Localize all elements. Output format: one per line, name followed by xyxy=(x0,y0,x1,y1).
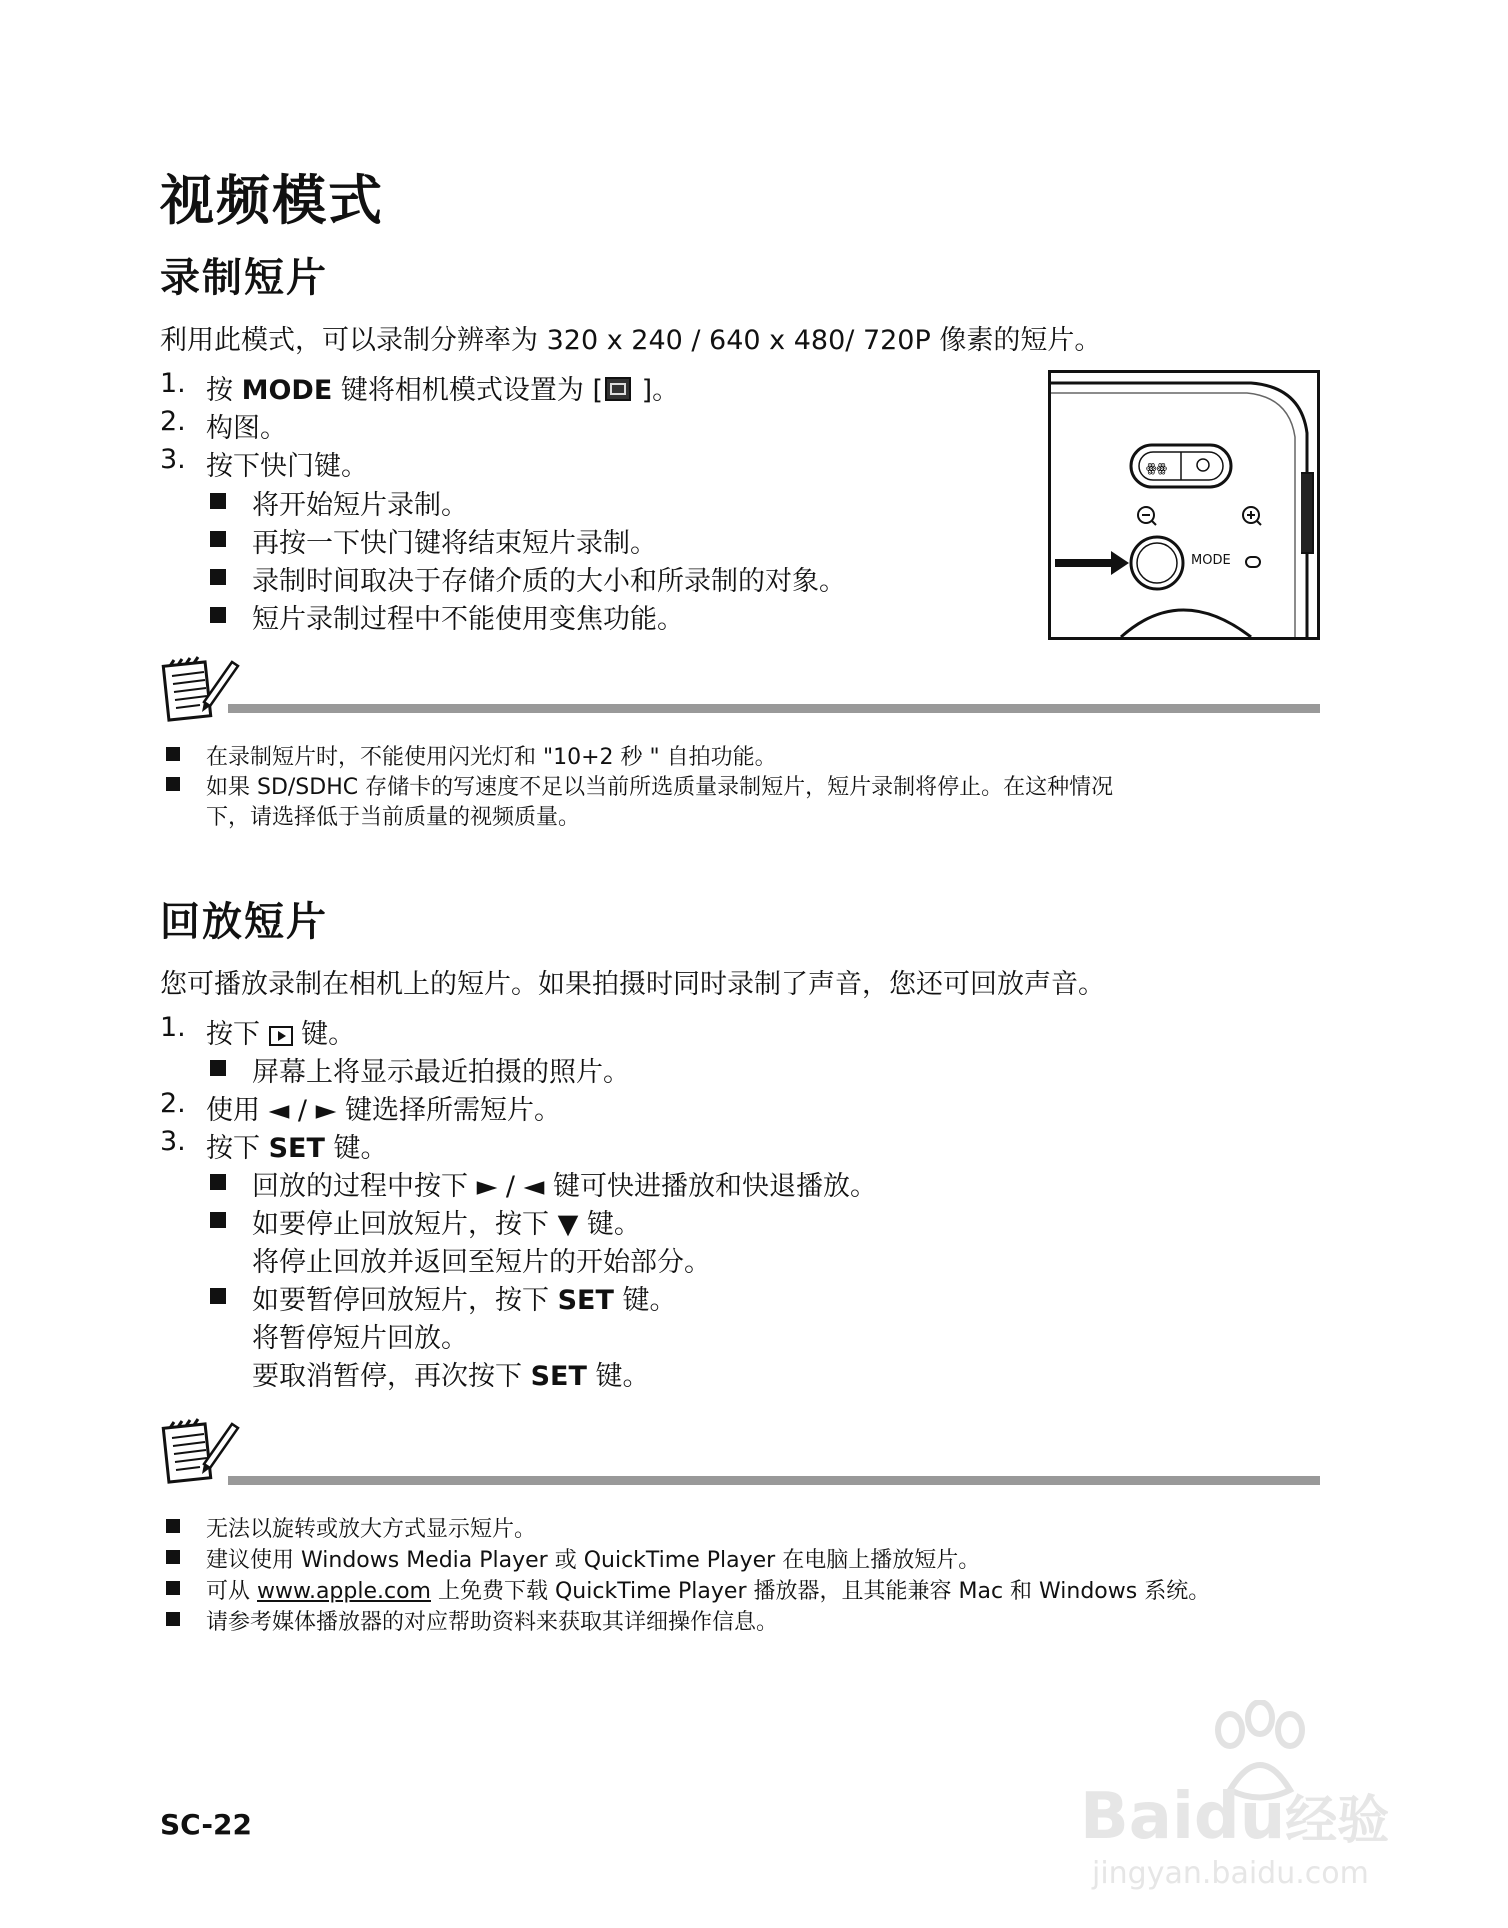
bullet-text: 再按一下快门键将结束短片录制。 xyxy=(252,528,657,559)
playback-bullet-3 xyxy=(0,1278,1200,1314)
record-bullet-1 xyxy=(0,483,1000,519)
bullet-text: 短片录制过程中不能使用变焦功能。 xyxy=(252,604,684,635)
playback-bullet-2-cont xyxy=(0,1240,1200,1276)
playback-note-2 xyxy=(0,1543,1400,1573)
bullet-text xyxy=(252,1354,650,1393)
note-icon xyxy=(160,652,240,726)
bullet-square xyxy=(210,1060,226,1076)
step-text-post2: ]。 xyxy=(632,375,680,406)
mode-key-label: MODE xyxy=(241,375,333,406)
record-step-2 xyxy=(0,406,600,442)
watermark-du: du xyxy=(1193,1780,1286,1854)
watermark-brand xyxy=(1080,1778,1389,1854)
playback-bullet-3-cont1 xyxy=(0,1316,1200,1352)
note-text: 在录制短片时，不能使用闪光灯和 "10+2 秒 " 自拍功能。 xyxy=(206,745,777,770)
bullet-square xyxy=(166,1519,180,1533)
bullet-square xyxy=(166,1581,180,1595)
play-key-icon xyxy=(269,1026,293,1046)
playback-step-1 xyxy=(0,1012,700,1048)
step-number: 3. xyxy=(160,444,186,475)
camera-mode-figure xyxy=(1048,370,1320,640)
step-text-post: 键。 xyxy=(292,1019,356,1050)
set-key-label: SET xyxy=(557,1285,614,1316)
playback-step-3 xyxy=(0,1126,700,1162)
note-text: 下，请选择低于当前质量的视频质量。 xyxy=(206,805,581,830)
bullet-square xyxy=(210,607,226,623)
bullet-square xyxy=(210,493,226,509)
watermark-jingyan: 经验 xyxy=(1285,1791,1390,1851)
playback-step1-bullet xyxy=(0,1050,1000,1086)
watermark-url: jingyan.baidu.com xyxy=(1092,1856,1369,1891)
bullet-text-post: 键。 xyxy=(586,1361,650,1392)
bullet-text: 将暂停短片回放。 xyxy=(252,1323,468,1354)
bullet-text: 如要停止回放短片，按下 ▼ 键。 xyxy=(252,1209,641,1240)
bullet-text: 录制时间取决于存储介质的大小和所录制的对象。 xyxy=(252,566,846,597)
record-step-3 xyxy=(0,444,600,480)
note-text: 无法以旋转或放大方式显示短片。 xyxy=(206,1517,537,1542)
video-mode-icon xyxy=(605,377,631,401)
bullet-square xyxy=(166,777,180,791)
bullet-text: 回放的过程中按下 ► / ◄ 键可快进播放和快退播放。 xyxy=(252,1171,877,1202)
step-text: 按下快门键。 xyxy=(206,451,368,482)
step-number: 1. xyxy=(160,1012,186,1043)
section-heading-playback: 回放短片 xyxy=(160,899,328,945)
section-heading-record: 录制短片 xyxy=(160,255,328,301)
record-intro: 利用此模式，可以录制分辨率为 320 x 240 / 640 x 480/ 720P 像素的短片。 xyxy=(160,325,1102,356)
playback-note-3 xyxy=(0,1574,1400,1604)
record-note-2-cont xyxy=(0,800,1400,830)
record-bullet-2 xyxy=(0,521,1000,557)
playback-bullet-2 xyxy=(0,1202,1200,1238)
camera-body-illustration xyxy=(1051,373,1317,637)
step-text-pre: 按 xyxy=(206,375,242,406)
page-number: SC-22 xyxy=(160,1808,252,1841)
playback-intro: 您可播放录制在相机上的短片。如果拍摄时同时录制了声音，您还可回放声音。 xyxy=(160,969,1105,1000)
step-text-post: 键将相机模式设置为 [ xyxy=(332,375,603,406)
bullet-square xyxy=(166,1612,180,1626)
step-text xyxy=(206,1012,355,1051)
set-key-label: SET xyxy=(530,1361,587,1392)
step-number: 2. xyxy=(160,1088,186,1119)
bullet-square xyxy=(210,1288,226,1304)
step-number: 1. xyxy=(160,368,186,399)
step-text xyxy=(206,1126,388,1165)
note-text: 建议使用 Windows Media Player 或 QuickTime Player 在电脑上播放短片。 xyxy=(206,1548,981,1573)
watermark-bai: Bai xyxy=(1080,1780,1194,1854)
bullet-square xyxy=(210,531,226,547)
record-note-2 xyxy=(0,770,1400,800)
step-number: 3. xyxy=(160,1126,186,1157)
step-text-post: 键。 xyxy=(324,1133,388,1164)
record-bullet-4 xyxy=(0,597,1000,633)
playback-note-1 xyxy=(0,1512,1400,1542)
bullet-text-pre: 如要暂停回放短片，按下 xyxy=(252,1285,558,1316)
bullet-text-post: 键。 xyxy=(613,1285,677,1316)
note-text: 请参考媒体播放器的对应帮助资料来获取其详细操作信息。 xyxy=(206,1610,779,1635)
playback-bullet-1 xyxy=(0,1164,1200,1200)
step-text: 构图。 xyxy=(206,413,287,444)
step-number: 2. xyxy=(160,406,186,437)
bullet-square xyxy=(166,1550,180,1564)
baidu-watermark xyxy=(1080,1700,1460,1900)
record-note-1 xyxy=(0,740,1400,770)
apple-link[interactable]: www.apple.com xyxy=(257,1579,431,1604)
bullet-square xyxy=(210,1174,226,1190)
note-text-post: 上免费下载 QuickTime Player 播放器，且其能兼容 Mac 和 Windows 系统。 xyxy=(431,1579,1211,1604)
page-title: 视频模式 xyxy=(160,169,384,232)
bullet-text xyxy=(252,1278,677,1317)
svg-text:ꙮꙮ: ꙮꙮ xyxy=(1146,461,1168,475)
record-bullet-3 xyxy=(0,559,1000,595)
bullet-text: 屏幕上将显示最近拍摄的照片。 xyxy=(252,1057,630,1088)
step-text xyxy=(206,368,679,407)
bullet-text-pre: 要取消暂停，再次按下 xyxy=(252,1361,531,1392)
step-text: 使用 ◄ / ► 键选择所需短片。 xyxy=(206,1095,561,1126)
playback-step-2 xyxy=(0,1088,900,1124)
note-divider xyxy=(228,704,1320,713)
step-text-pre: 按下 xyxy=(206,1133,269,1164)
mode-button-label: MODE xyxy=(1191,553,1231,568)
playback-note-4 xyxy=(0,1605,1400,1635)
note-divider xyxy=(228,1476,1320,1485)
note-text xyxy=(206,1574,1210,1605)
bullet-square xyxy=(210,1212,226,1228)
set-key-label: SET xyxy=(268,1133,325,1164)
note-text-pre: 可从 xyxy=(206,1579,257,1604)
bullet-text: 将开始短片录制。 xyxy=(252,490,468,521)
bullet-square xyxy=(166,747,180,761)
bullet-text: 将停止回放并返回至短片的开始部分。 xyxy=(252,1247,711,1278)
note-text: 如果 SD/SDHC 存储卡的写速度不足以当前所选质量录制短片，短片录制将停止。在这种情况 xyxy=(206,775,1114,800)
step-text-pre: 按下 xyxy=(206,1019,269,1050)
record-step-1 xyxy=(0,368,1000,404)
bullet-square xyxy=(210,569,226,585)
playback-bullet-3-cont2 xyxy=(0,1354,1200,1390)
